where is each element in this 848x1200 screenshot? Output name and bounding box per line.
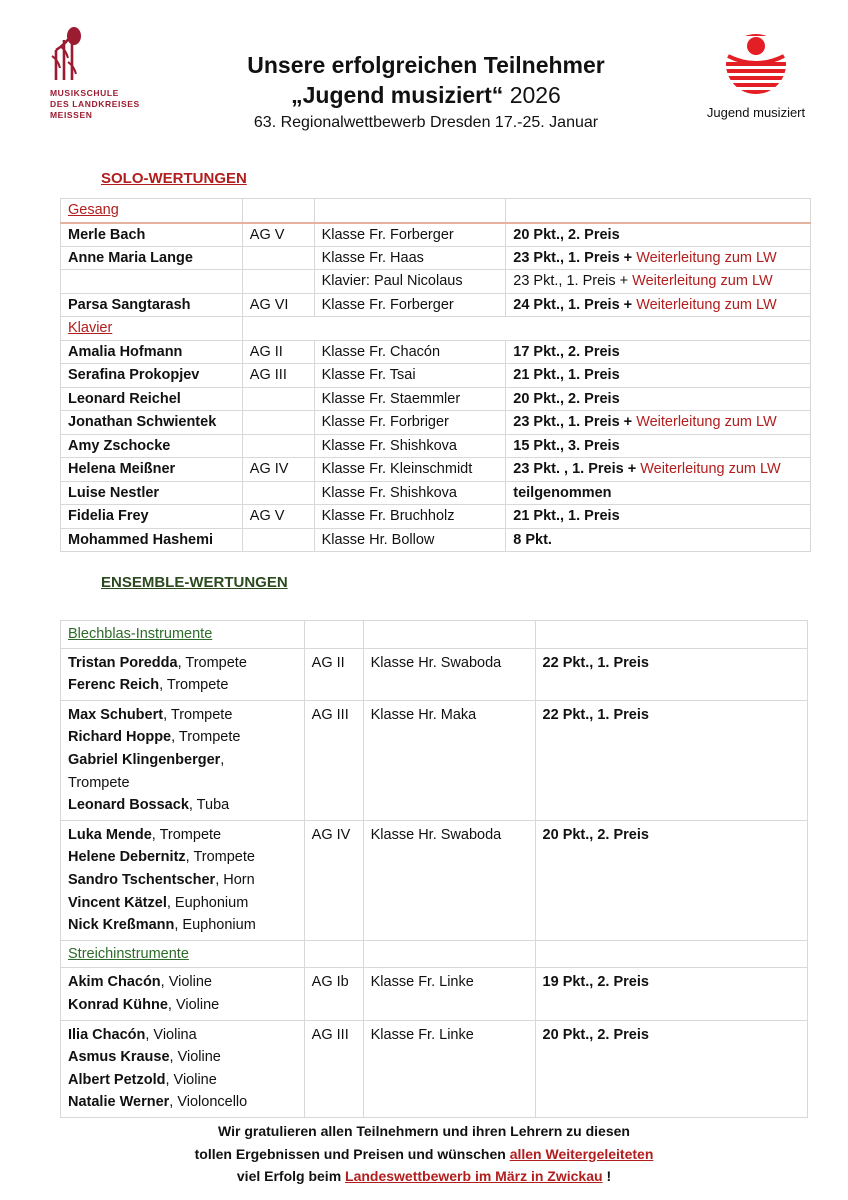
ensemble-heading: ENSEMBLE-WERTUNGEN (101, 574, 288, 591)
result: 21 Pkt., 1. Preis (506, 505, 811, 529)
age-group (242, 528, 314, 552)
teacher-class: Klasse Fr. Forberger (314, 223, 506, 247)
forward-note: Weiterleitung zum LW (632, 273, 773, 290)
member: Vincent Kätzel, Euphonium (68, 894, 249, 911)
participant-name: Helena Meißner (61, 458, 243, 482)
member: Nick Kreßmann, Euphonium (68, 917, 256, 934)
table-row (61, 364, 811, 388)
teacher-class: Klasse Fr. Forbriger (314, 411, 506, 435)
age-group (242, 387, 314, 411)
result: 23 Pkt., 1. Preis + Weiterleitung zum LW (506, 411, 811, 435)
event-line: 63. Regionalwettbewerb Dresden 17.-25. Januar (253, 114, 599, 131)
teacher-class: Klasse Fr. Linke (363, 1020, 535, 1117)
member: Gabriel Klingenberger, (68, 751, 225, 768)
page-title: Unsere erfolgreichen Teilnehmer (247, 52, 605, 78)
solo-heading: SOLO-WERTUNGEN (101, 170, 247, 187)
ensemble-members (61, 968, 305, 1020)
result: 22 Pkt., 1. Preis (535, 700, 807, 820)
participant-name: Parsa Sangtarash (61, 293, 243, 317)
category-row-blechblas (61, 621, 808, 649)
age-group: AG III (304, 700, 363, 820)
table-row (61, 528, 811, 552)
age-group: AG VI (242, 293, 314, 317)
age-group: AG V (242, 223, 314, 247)
age-group (242, 411, 314, 435)
participant-name: Leonard Reichel (61, 387, 243, 411)
table-row (61, 458, 811, 482)
table-row (61, 270, 811, 294)
member: Trompete (68, 774, 130, 791)
age-group: AG Ib (304, 968, 363, 1020)
result: 20 Pkt., 2. Preis (535, 820, 807, 940)
age-group (242, 481, 314, 505)
member: Asmus Krause, Violine (68, 1049, 221, 1066)
age-group: AG III (242, 364, 314, 388)
table-row (61, 223, 811, 247)
member: Richard Hoppe, Trompete (68, 729, 241, 746)
result: teilgenommen (506, 481, 811, 505)
jugend-musiziert-emblem-icon (722, 30, 790, 98)
result: 21 Pkt., 1. Preis (506, 364, 811, 388)
jugend-musiziert-logo (696, 30, 816, 122)
member: Leonard Bossack, Tuba (68, 797, 230, 814)
result: 17 Pkt., 2. Preis (506, 340, 811, 364)
music-school-logo (48, 26, 168, 126)
teacher-class: Klasse Fr. Linke (363, 968, 535, 1020)
participant-name: Jonathan Schwientek (61, 411, 243, 435)
teacher-class: Klasse Fr. Bruchholz (314, 505, 506, 529)
jugend-musiziert-text: Jugend musiziert (706, 105, 806, 120)
result: 22 Pkt., 1. Preis (535, 648, 807, 700)
result: 20 Pkt., 2. Preis (506, 223, 811, 247)
table-row (61, 434, 811, 458)
ensemble-members (61, 648, 305, 700)
age-group: AG IV (304, 820, 363, 940)
age-group (242, 246, 314, 270)
table-row (61, 411, 811, 435)
result: 23 Pkt., 1. Preis + Weiterleitung zum LW (506, 246, 811, 270)
table-row (61, 387, 811, 411)
teacher-class: Klasse Fr. Forberger (314, 293, 506, 317)
teacher-class: Klasse Fr. Staemmler (314, 387, 506, 411)
state-competition-highlight: Landeswettbewerb im März in Zwickau (345, 1168, 603, 1184)
page-header (200, 50, 652, 134)
age-group: AG II (242, 340, 314, 364)
participant-name: Amy Zschocke (61, 434, 243, 458)
category-row-klavier (61, 317, 811, 341)
result: 20 Pkt., 2. Preis (506, 387, 811, 411)
teacher-class: Klasse Fr. Shishkova (314, 434, 506, 458)
member: Natalie Werner, Violoncello (68, 1094, 248, 1111)
footer-line-1: Wir gratulieren allen Teilnehmern und ihren Lehrern zu diesen (218, 1123, 630, 1139)
table-row (61, 505, 811, 529)
music-note-logo-icon (50, 26, 90, 82)
participant-name: Fidelia Frey (61, 505, 243, 529)
ensemble-row (61, 648, 808, 700)
teacher-class: Klasse Hr. Maka (363, 700, 535, 820)
result: 15 Pkt., 3. Preis (506, 434, 811, 458)
category-row-streich (61, 940, 808, 968)
result: 8 Pkt. (506, 528, 811, 552)
category-gesang: Gesang (61, 199, 243, 223)
logo-line-1: MUSIKSCHULE (50, 88, 119, 98)
footer-line-3: viel Erfolg beim Landeswettbewerb im März in Zwickau ! (236, 1168, 612, 1184)
table-row (61, 340, 811, 364)
teacher-class: Klasse Hr. Bollow (314, 528, 506, 552)
category-row-gesang (61, 199, 811, 223)
category-klavier: Klavier (61, 317, 243, 341)
page-subtitle (200, 80, 652, 110)
forward-note: Weiterleitung zum LW (640, 461, 781, 478)
ensemble-members (61, 1020, 305, 1117)
member: Sandro Tschentscher, Horn (68, 871, 255, 888)
forward-note: Weiterleitung zum LW (636, 414, 777, 431)
ensemble-members (61, 820, 305, 940)
teacher-class: Klasse Fr. Tsai (314, 364, 506, 388)
member: Helene Debernitz, Trompete (68, 849, 255, 866)
member: Max Schubert, Trompete (68, 706, 233, 723)
subtitle-bold: „Jugend musiziert“ (291, 82, 504, 108)
teacher-class: Klasse Fr. Kleinschmidt (314, 458, 506, 482)
teacher-class: Klasse Hr. Swaboda (363, 820, 535, 940)
result: 19 Pkt., 2. Preis (535, 968, 807, 1020)
age-group: AG III (304, 1020, 363, 1117)
footer-line-2: tollen Ergebnissen und Preisen und wünschen allen Weitergeleiteten (194, 1145, 654, 1162)
member: Ilia Chacón, Violina (68, 1026, 197, 1043)
logo-line-3: MEISSEN (50, 110, 93, 120)
teacher-class: Klavier: Paul Nicolaus (314, 270, 506, 294)
ensemble-table (60, 620, 808, 1118)
ensemble-row (61, 820, 808, 940)
participant-name: Mohammed Hashemi (61, 528, 243, 552)
category-streich: Streichinstrumente (61, 940, 305, 968)
result: 23 Pkt. , 1. Preis + Weiterleitung zum LW (506, 458, 811, 482)
teacher-class: Klasse Fr. Haas (314, 246, 506, 270)
member: Konrad Kühne, Violine (68, 996, 220, 1013)
result: 20 Pkt., 2. Preis (535, 1020, 807, 1117)
teacher-class: Klasse Fr. Chacón (314, 340, 506, 364)
forward-note: Weiterleitung zum LW (636, 249, 777, 266)
forward-note: Weiterleitung zum LW (636, 296, 777, 313)
member: Albert Petzold, Violine (68, 1071, 217, 1088)
participant-name: Amalia Hofmann (61, 340, 243, 364)
ensemble-members (61, 700, 305, 820)
member: Akim Chacón, Violine (68, 974, 212, 991)
logo-line-2: DES LANDKREISES (50, 99, 140, 109)
participant-name: Luise Nestler (61, 481, 243, 505)
result: 24 Pkt., 1. Preis + Weiterleitung zum LW (506, 293, 811, 317)
member: Luka Mende, Trompete (68, 826, 222, 843)
table-row (61, 246, 811, 270)
age-group: AG IV (242, 458, 314, 482)
ensemble-row (61, 1020, 808, 1117)
table-row (61, 293, 811, 317)
category-blechblas: Blechblas-Instrumente (61, 621, 305, 649)
teacher-class: Klasse Hr. Swaboda (363, 648, 535, 700)
ensemble-row (61, 968, 808, 1020)
solo-table (60, 198, 811, 552)
age-group (242, 434, 314, 458)
member: Tristan Poredda, Trompete (68, 654, 247, 671)
age-group: AG V (242, 505, 314, 529)
participant-name: Serafina Prokopjev (61, 364, 243, 388)
table-row (61, 481, 811, 505)
participant-name: Merle Bach (61, 223, 243, 247)
member: Ferenc Reich, Trompete (68, 677, 229, 694)
subtitle-year: 2026 (509, 82, 561, 108)
age-group: AG II (304, 648, 363, 700)
ensemble-row (61, 700, 808, 820)
teacher-class: Klasse Fr. Shishkova (314, 481, 506, 505)
age-group (242, 270, 314, 294)
participant-name (61, 270, 243, 294)
forwarded-highlight: allen Weitergeleiteten (509, 1145, 654, 1162)
footer-message (100, 1120, 748, 1188)
participant-name: Anne Maria Lange (61, 246, 243, 270)
result: 23 Pkt., 1. Preis + Weiterleitung zum LW (506, 270, 811, 294)
